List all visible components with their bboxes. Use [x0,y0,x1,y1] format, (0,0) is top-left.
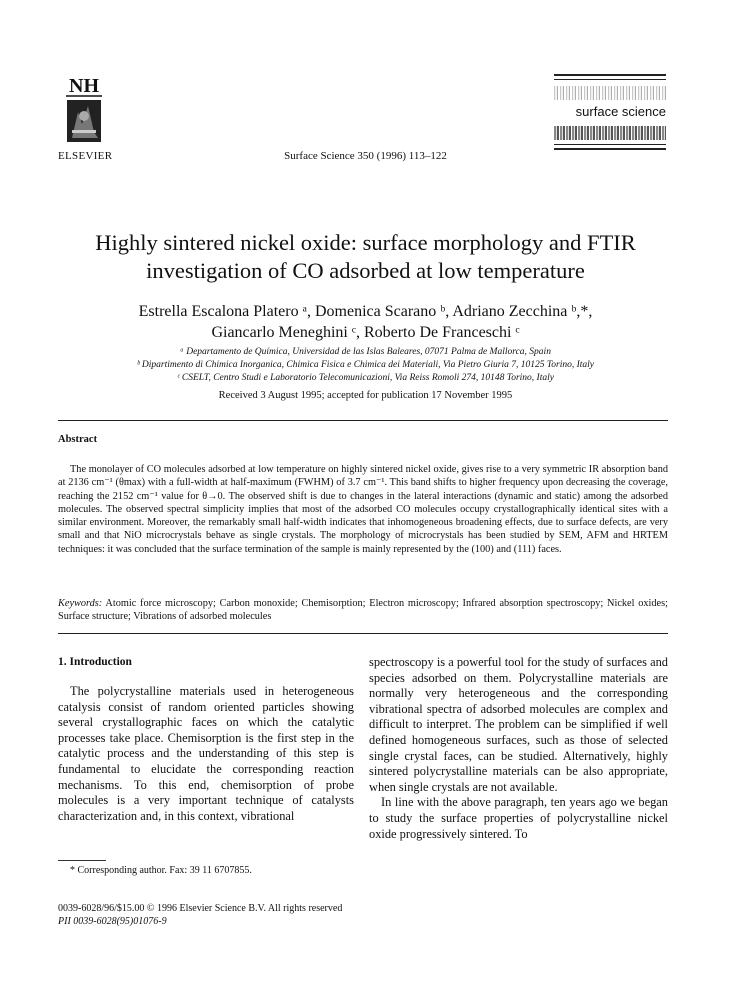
affiliation-b: ᵇ Dipartimento di Chimica Inorganica, Chimica Fisica e Chimica dei Materiali, Via Pietro Giuria 7, 10125 Torino, Italy [136,360,595,370]
affiliation-c: ᶜ CSELT, Centro Studi e Laboratorio Telecomunicazioni, Via Reiss Romoli 274, 10148 Torino, Italy [177,373,554,383]
intro-paragraph-1: The polycrystalline materials used in heterogeneous catalysis consist of random oriented particles showing several crystallographic faces on which the catalytic processes take place. Chemisorption is the first step in the catalytic process and the understanding of this step is fundamental to elucidate the corresponding reaction mechanisms. To this end, chemisorption of probe molecules is a very important technique of catalysts characterization and, in this context, vibrational [58,684,354,823]
keywords-text: Atomic force microscopy; Carbon monoxide; Chemisorption; Electron microscopy; Infrared absorption spectroscopy; Nickel oxides; Surface structure; Vibrations of adsorbed molecules [58,598,668,623]
received-dates: Received 3 August 1995; accepted for publication 17 November 1995 [218,390,513,401]
divider-top [58,420,668,421]
abstract-text: The monolayer of CO molecules adsorbed at low temperature on highly sintered nickel oxide, gives rise to a very symmetric IR absorption band at 2136 cm⁻¹ (θmax) with a full-width at half-maximum (FWHM) of 3.7 cm⁻¹. This band shifts to higher frequency upon decreasing the coverage, reaching the 2152 cm⁻¹ value for θ→0. The observed shift is due to changes in the lateral interactions (dynamic and static) among the adsorbed molecules. The observed spectral simplicity implies that most of the adsorbed CO molecules occupy crystallographically identical sites with a similar environment. Moreover, the remarkably small half-width indicates that inhomogeneous broadening effects, due to surface defects, are very small and that NiO microcrystals behave as single crystals. The morphology of microcrystals has been studied by SEM, AFM and HRTEM techniques: it was concluded that the surface termination of the sample is mainly represented by the (100) and (111) faces. [58,464,668,555]
intro-left-column [58,684,354,824]
pii-line: PII 0039-6028(95)01076-9 [58,916,167,927]
article-title: Highly sintered nickel oxide: surface morphology and FTIR investigation of CO adsorbed at low temperature [95,230,636,283]
publisher-name: ELSEVIER [58,150,113,162]
copyright-block [58,902,342,928]
keywords [58,597,668,624]
keywords-label: Keywords: [58,598,103,609]
intro-right-column [369,655,668,842]
abstract-heading: Abstract [58,434,98,445]
svg-text:NH: NH [69,75,99,97]
section-heading-introduction: 1. Introduction [58,656,132,668]
author-line-1: Estrella Escalona Platero ᵃ, Domenica Scarano ᵇ, Adriano Zecchina ᵇ,*, [138,303,593,320]
copyright-line: 0039-6028/96/$15.00 © 1996 Elsevier Science B.V. All rights reserved [58,903,343,914]
affiliation-a: ᵃ Departamento de Química, Universidad de las Islas Baleares, 07071 Palma de Mallorca, Spain [180,347,551,357]
north-holland-elsevier-logo [58,72,110,148]
journal-brand-name: surface science [575,104,666,119]
corresponding-author-footnote: * Corresponding author. Fax: 39 11 6707855. [70,865,252,876]
intro-paragraph-1-cont: spectroscopy is a powerful tool for the study of surfaces and species adsorbed on them. Polycrystalline materials are normally very heterogeneous and the corresponding vibrational spectra of adsorbed molecules are complex and difficult to interpret. The problem can be simplified if well defined homogeneous surfaces, such as those of selected single crystal faces, can be studied. Alternatively, highly sintered polycrystalline materials can be also appropriate, when single crystals are not available. [369,655,668,794]
divider-bottom [58,633,668,634]
author-list [60,301,671,343]
intro-paragraph-2: In line with the above paragraph, ten years ago we began to study the surface properties of polycrystalline nickel oxide progressively sintered. To [369,795,668,841]
footnote-rule [58,860,106,861]
journal-reference: Surface Science 350 (1996) 113–122 [284,150,447,162]
author-line-2: Giancarlo Meneghini ᶜ, Roberto De Franceschi ᶜ [211,324,520,341]
journal-brand [554,72,666,162]
